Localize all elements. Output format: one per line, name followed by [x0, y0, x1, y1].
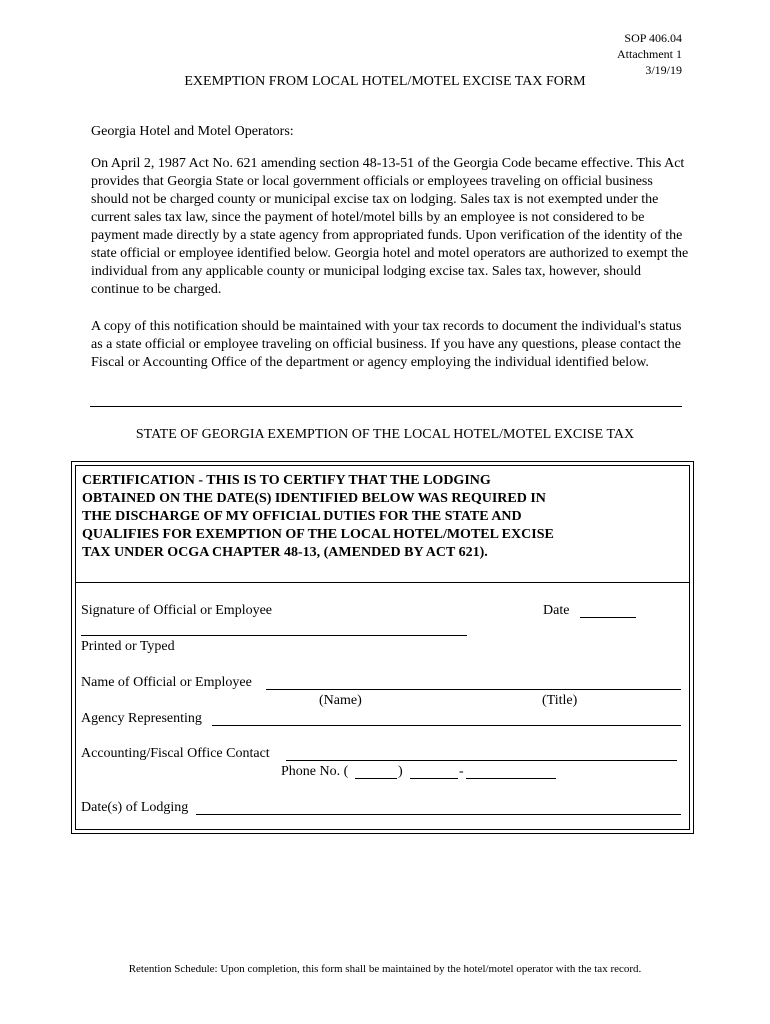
sop-number: SOP 406.04	[624, 31, 682, 45]
salutation: Georgia Hotel and Motel Operators:	[91, 124, 294, 139]
paragraph-act-text: On April 2, 1987 Act No. 621 amending section 48-13-51 of the Georgia Code became effective. This Act provides that Georgia State or local government officials or employees traveling on official business should not be charged county or municipal excise tax on lodging. Sales tax is not exempted under the current sales tax law, since the payment of hotel/motel bills by an employee is not considered to be payment made directly by a state agency from appropriated funds. Upon verification of the identity of the state official or employee identified below. Georgia hotel and motel operators are authorized to exempt the individual from any applicable county or municipal lodging excise tax. Sales tax, however, should continue to be charged.	[91, 156, 689, 297]
section-title: STATE OF GEORGIA EXEMPTION OF THE LOCAL HOTEL/MOTEL EXCISE TAX	[135, 427, 635, 442]
phone-line-field[interactable]	[466, 778, 556, 779]
lodging-dates-field[interactable]	[196, 814, 681, 815]
attachment-label: Attachment 1	[617, 47, 682, 61]
form-title: EXEMPTION FROM LOCAL HOTEL/MOTEL EXCISE TAX FORM	[184, 74, 586, 89]
certification-divider	[75, 582, 690, 583]
lodging-label: Date(s) of Lodging	[81, 800, 189, 815]
divider-line	[90, 406, 682, 407]
phone-dash: -	[459, 764, 464, 779]
paragraph-notification-text: A copy of this notification should be maintained with your tax records to document the individual's status as a state official or employee traveling on official business. If you have any questions, please contact the Fiscal or Accounting Office of the department or agency employing the individual identified below.	[91, 319, 682, 370]
date-label: Date	[543, 603, 570, 618]
contact-label: Accounting/Fiscal Office Contact	[81, 746, 270, 761]
paragraph-notification	[91, 318, 691, 372]
name-label: Name of Official or Employee	[81, 675, 252, 690]
agency-label: Agency Representing	[81, 711, 202, 726]
agency-field[interactable]	[212, 725, 681, 726]
phone-area-code-field[interactable]	[355, 778, 397, 779]
document-header	[617, 30, 682, 78]
name-sublabel: (Name)	[319, 693, 362, 708]
contact-field[interactable]	[286, 760, 677, 761]
retention-footer: Retention Schedule: Upon completion, this form shall be maintained by the hotel/motel operator with the tax record.	[128, 963, 642, 975]
signature-field[interactable]	[81, 635, 467, 636]
name-title-field[interactable]	[266, 689, 681, 690]
date-field[interactable]	[580, 617, 636, 618]
printed-label: Printed or Typed	[81, 639, 175, 654]
title-sublabel: (Title)	[542, 693, 578, 708]
phone-close-paren: )	[398, 764, 403, 779]
header-date: 3/19/19	[645, 63, 682, 77]
phone-prefix-field[interactable]	[410, 778, 458, 779]
paragraph-act	[91, 155, 691, 299]
phone-label: Phone No. (	[281, 764, 349, 779]
certification-statement: CERTIFICATION - THIS IS TO CERTIFY THAT THE LODGING OBTAINED ON THE DATE(S) IDENTIFIED BELOW WAS REQUIRED IN THE DISCHARGE OF MY OFFICIAL DUTIES FOR THE STATE AND QUALIFIES FOR EXEMPTION OF THE LOCAL HOTEL/MOTEL EXCISE TAX UNDER OCGA CHAPTER 48-13, (AMENDED BY ACT 621).	[82, 473, 554, 560]
signature-label: Signature of Official or Employee	[81, 603, 273, 618]
